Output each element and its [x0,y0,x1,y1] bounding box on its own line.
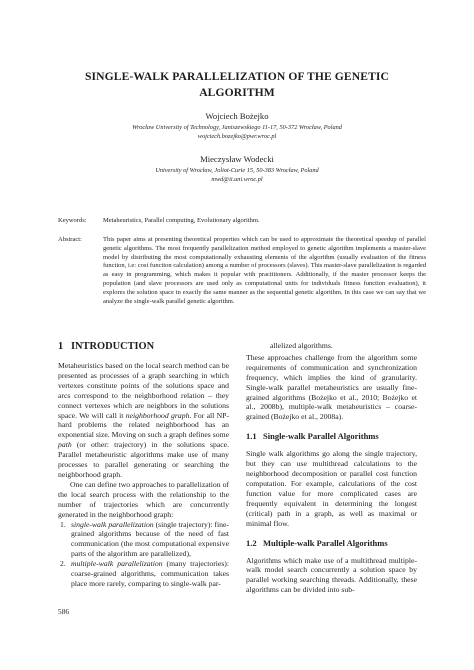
abstract-label: Abstract: [58,236,82,243]
section-number: 1 [58,341,64,352]
left-column [58,340,229,589]
subsection-heading-single-walk: 1.1 Single-walk Parallel Algorithms [246,431,379,442]
keywords-text: Metaheuristics, Parallel computing, Evolutionary algorithm. [103,217,260,224]
subsection-heading-multiple-walk: 1.2 Multiple-walk Parallel Algorithms [246,537,388,548]
author-name-2: Mieczysław Wodecki [200,154,274,164]
author-name-1: Wojciech Bożejko [205,111,269,121]
intro-paragraph-1: Metaheuristics based on the local search method can be presented as processes of a graph searching in which vertexes constitute points of the solutions space and arcs correspond to the neighborhood relation – they connect vertexes which are neighbors in the solutions space. We will call it neighborhood graph. For all NP-hard problems the related neighborhood has an exponential size. Moving on such a graph defines some path (or other: trajectory) in the solutions space. Parallel metaheuristic algorithms make use of many processes to parallel generating or searching the neighborhood graph. [58,361,230,479]
paper-title-line-1: SINGLE-WALK PARALLELIZATION OF THE GENETIC [85,70,389,83]
paper-title [40,69,434,101]
intro-body [58,361,229,589]
author-affiliation-1: Wrocław University of Technology, Janiszewskiego 11-17, 50-372 Wrocław, Poland [132,124,342,131]
list-item: 2. multiple-walk parallelization (many trajectories): coarse-grained algorithms, communication takes place more rarely, comparing to single-walk par- [60,559,230,588]
section-title: INTRODUCTION [71,341,155,352]
right-column [246,341,417,595]
author-email-2: mwd@ii.uni.wroc.pl [211,176,263,183]
intro-paragraph-2: One can define two approaches to parallelization of the local search process with the relationship to the number of trajectories which are concurrently generated in the neighborhood graph: [58,479,229,519]
multiple-walk-paragraph: Algorithms which make use of a multithread multiple-walk model search concurrently a solution space by parallel working searching threads. Additionally, these algorithms can be divided into sub- [246,555,417,595]
approaches-paragraph: These approaches challenge from the algorithm some requirements of communication and synchronization frequency, which implies the kind of granularity. Single-walk parallel metaheuristics are usually fine-grained algorithms (Bożejko et al., 2010; Bożejko et al., 2008b), multiple-walk metaheuristics – coarse-grained (Bożejko et al., 2008a). [246,352,417,422]
page-number: 586 [58,607,70,616]
section-heading-introduction [58,340,229,353]
list-item: 1. single-walk parallelization (single trajectory): fine-grained algorithms because of the need of fast communication (the most computational expensive parts of the algorithm are parallelized), [60,519,229,559]
approach-list [58,520,229,589]
author-email-1: wojciech.bozejko@pwr.wroc.pl [197,133,277,140]
abstract-text: This paper aims at presenting theoretical properties which can be used to approximate the theoretical speedup of parallel genetic algorithms. The most frequently parallelization method employed to genetic algorithm implements a master-slave model by distributing the most computationally exhausting elements of the algorithm (usually evaluation of the fitness function, i.e: cost function calculation) among a number of processors (slaves). This master-slave parallelization is regarded as easy in programming, which makes it popular with practitioners. Additionally, if the master processor keeps the population (and slave processors are used only as computational units for individuals fitness function evaluation), it explores the solution space in exactly the same manner as the sequential genetic algorithm. In this case we can say that we analyze the single-walk parallel genetic algorithm. [103,236,426,305]
author-affiliation-2: University of Wrocław, Joliot-Curie 15, 50-383 Wrocław, Poland [155,167,319,174]
single-walk-paragraph: Single walk algorithms go along the single trajectory, but they can use multithread calculations to the neighborhood decomposition or parallel cost function computation. For example, calculations of the cost function value for more complicated cases are frequently equivalent in determining the longest (critical) path in a graph, as well as maximal or minimal flow. [246,449,417,528]
right-column-body [246,341,417,422]
paper-title-line-2: ALGORITHM [199,86,275,99]
continued-paragraph: allelized algorithms. [270,341,333,350]
keywords-label: Keywords: [58,217,87,224]
